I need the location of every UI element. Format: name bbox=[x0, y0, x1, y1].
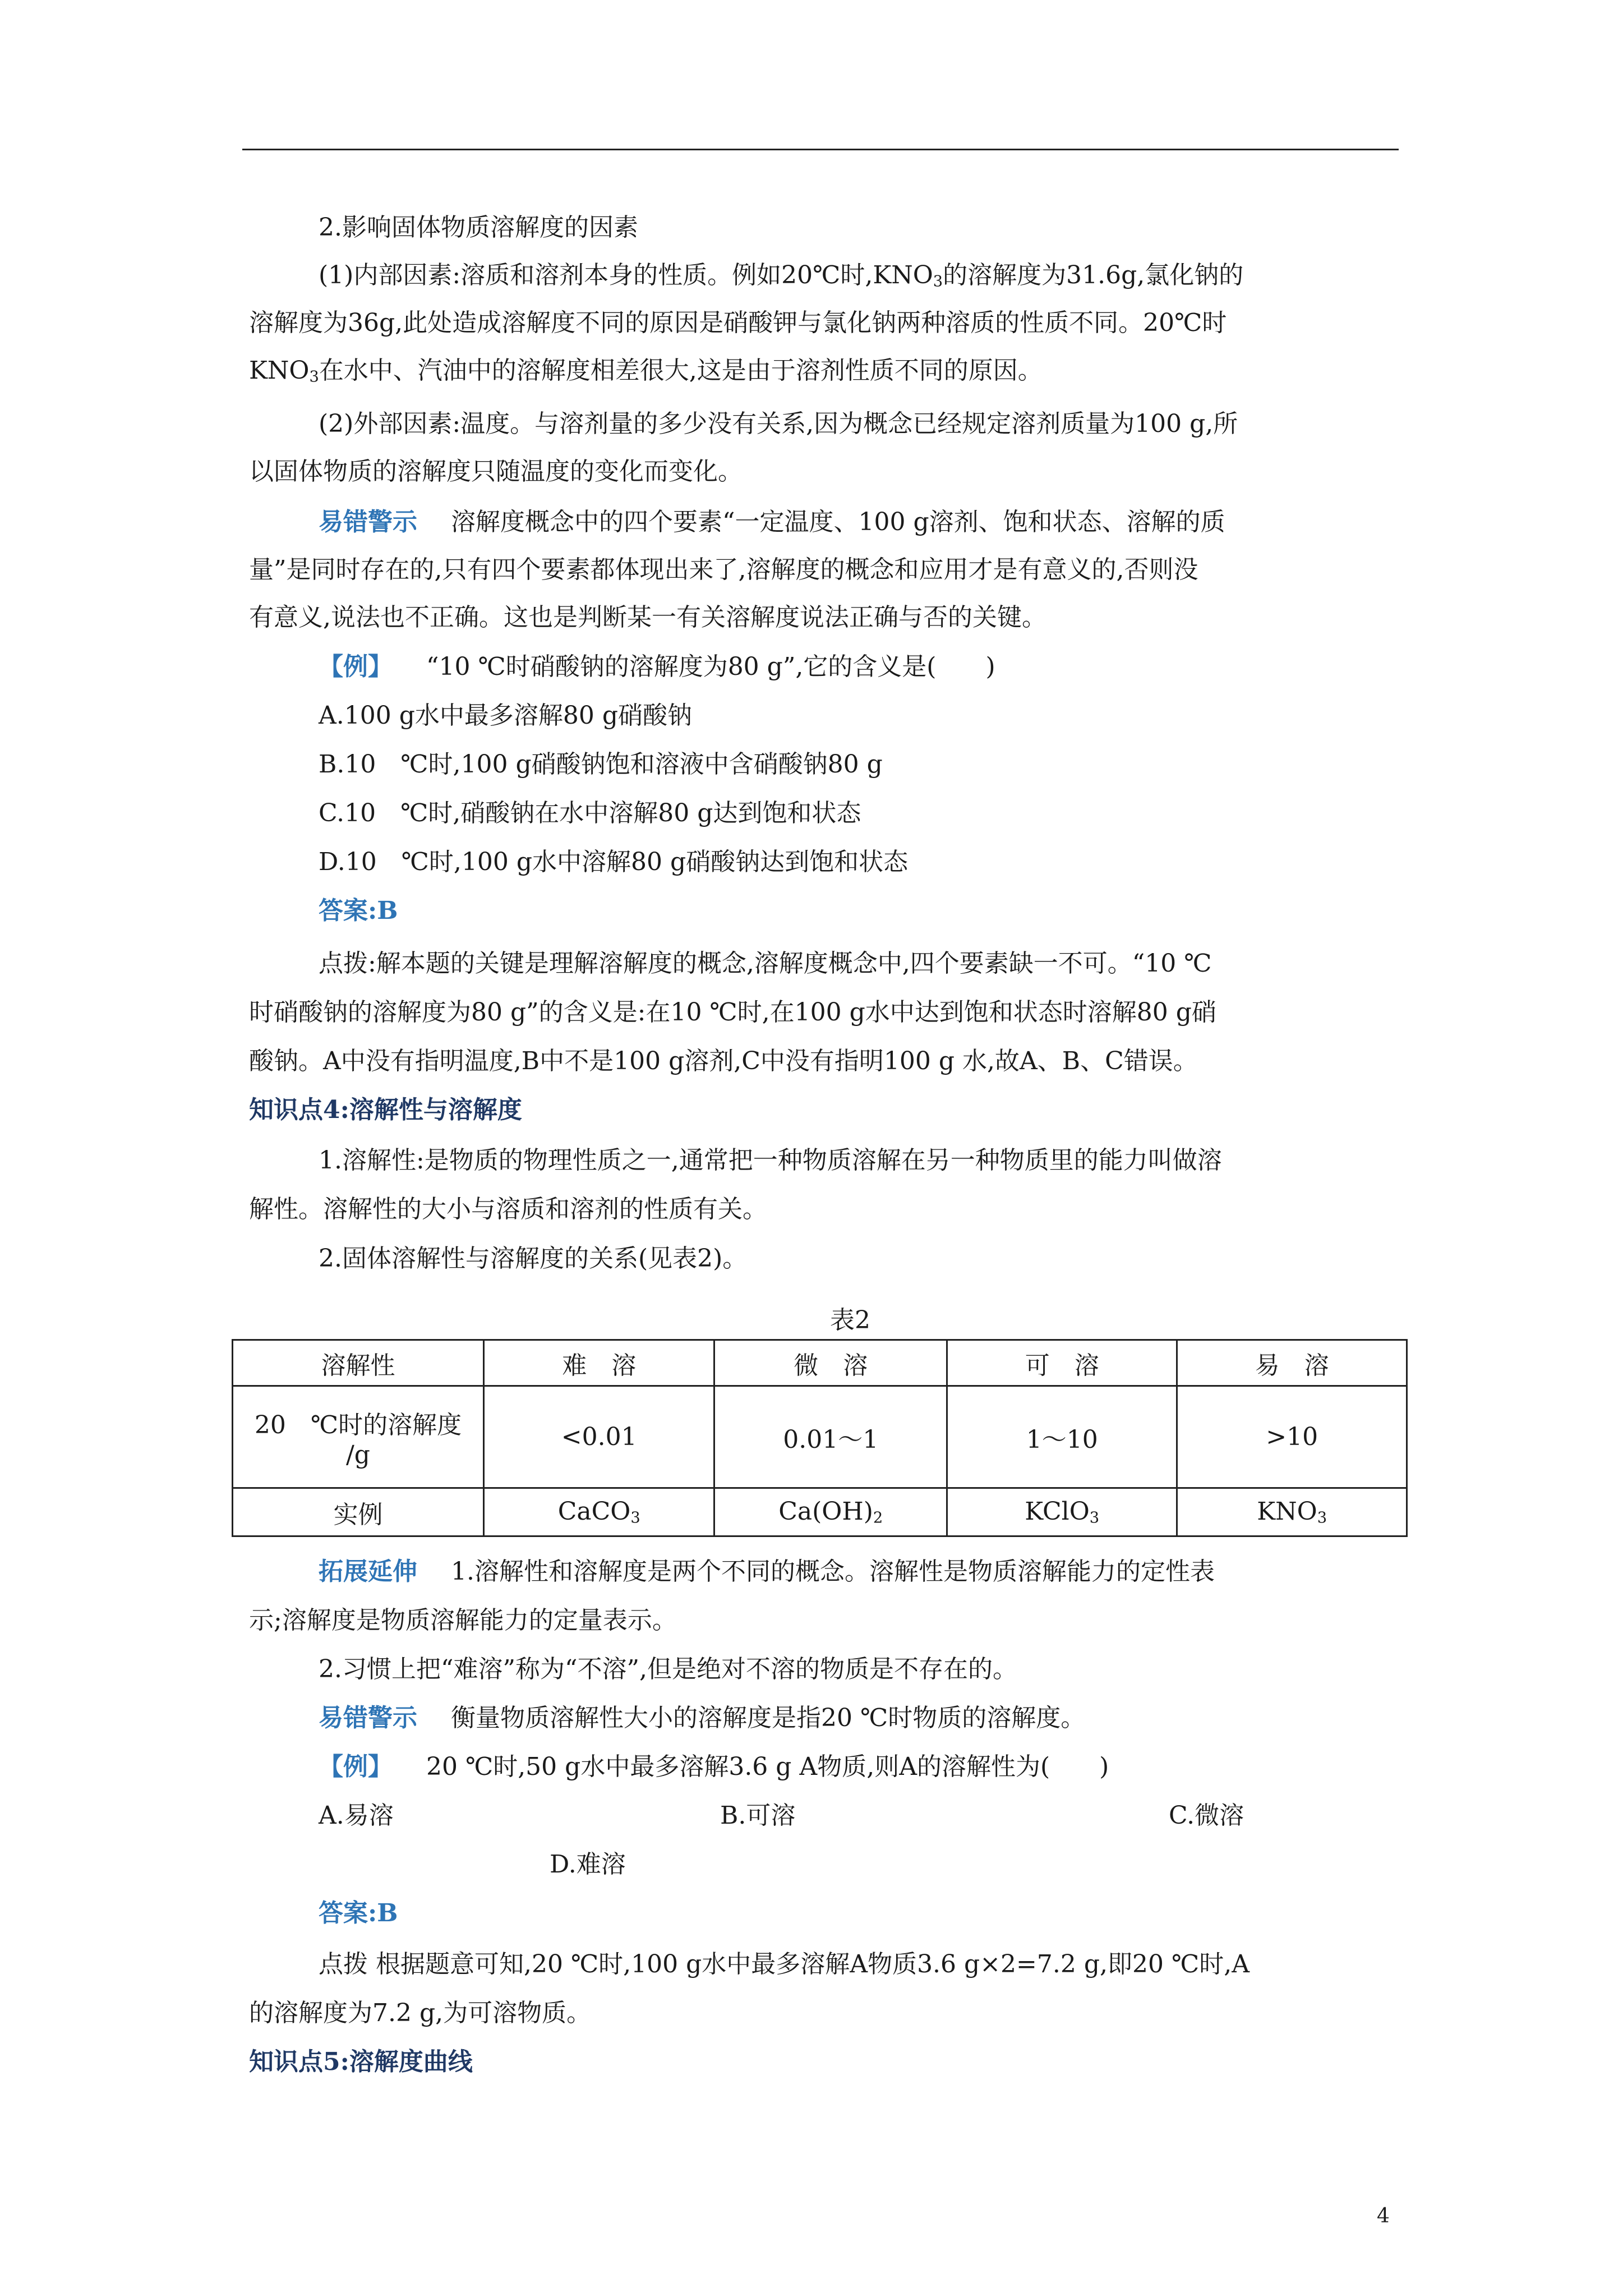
hint-line: 点拨:解本题的关键是理解溶解度的概念,溶解度概念中,四个要素缺一不可。“10 ℃ bbox=[319, 949, 1212, 978]
table-cell: $KNO_3$ bbox=[1177, 1488, 1407, 1536]
table-cell: <0.01 bbox=[483, 1386, 714, 1488]
table-header-cell: 溶解性 bbox=[233, 1340, 484, 1386]
example-option: A.100 g水中最多溶解80 g硝酸钠 bbox=[319, 701, 693, 730]
example-label: 【例】 bbox=[319, 1752, 393, 1781]
example-option: B.10 ℃时,100 g硝酸钠饱和溶液中含硝酸钠80 g bbox=[319, 750, 883, 779]
section-heading: 2.影响固体物质溶解度的因素 bbox=[319, 213, 638, 242]
warning-line: 易错警示 衡量物质溶解性大小的溶解度是指20 ℃时物质的溶解度。 bbox=[319, 1704, 1086, 1732]
knowledge-point-title: 知识点5:溶解度曲线 bbox=[249, 2047, 473, 2076]
warning-label: 易错警示 bbox=[319, 1704, 417, 1732]
table-cell: 0.01～1 bbox=[714, 1386, 947, 1488]
table-row-label: 20 ℃时的溶解度 /g bbox=[233, 1386, 484, 1488]
paragraph-line: 2.固体溶解性与溶解度的关系(见表2)。 bbox=[319, 1244, 748, 1273]
hint-line: 酸钠。A中没有指明温度,B中不是100 g溶剂,C中没有指明100 g 水,故A、B、C错误。 bbox=[249, 1047, 1198, 1075]
extension-line: 示;溶解度是物质溶解能力的定量表示。 bbox=[249, 1606, 677, 1635]
warning-line: 量”是同时存在的,只有四个要素都体现出来了,溶解度的概念和应用才是有意义的,否则没 bbox=[249, 555, 1198, 584]
example-question: 【例】 “10 ℃时硝酸钠的溶解度为80 g”,它的含义是( ) bbox=[319, 652, 995, 681]
paragraph-line: 溶解度为36g,此处造成溶解度不同的原因是硝酸钾与氯化钠两种溶质的性质不同。20℃时 bbox=[249, 309, 1227, 337]
example-option: A.易溶 bbox=[319, 1801, 394, 1830]
answer-text: 答案:B bbox=[319, 1899, 398, 1927]
table-header-cell: 易 溶 bbox=[1177, 1340, 1407, 1386]
warning-line: 有意义,说法也不正确。这也是判断某一有关溶解度说法正确与否的关键。 bbox=[249, 603, 1046, 632]
table-header-cell: 可 溶 bbox=[947, 1340, 1177, 1386]
paragraph-line: (1)内部因素:溶质和溶剂本身的性质。例如20℃时$,KNO_3$的溶解度为31.6g,氯化钠的 bbox=[319, 261, 1244, 291]
extension-label: 拓展延伸 bbox=[319, 1557, 417, 1586]
table-header-row bbox=[233, 1340, 1407, 1386]
table-row bbox=[233, 1488, 1407, 1536]
knowledge-point-title: 知识点4:溶解性与溶解度 bbox=[249, 1096, 522, 1124]
paragraph-line: $KNO_3$在水中、汽油中的溶解度相差很大,这是由于溶剂性质不同的原因。 bbox=[249, 356, 1043, 386]
solubility-table bbox=[232, 1339, 1408, 1537]
table-cell: CaCO$_3$ bbox=[483, 1488, 714, 1536]
warning-label: 易错警示 bbox=[319, 508, 417, 536]
extension-line: 2.习惯上把“难溶”称为“不溶”,但是绝对不溶的物质是不存在的。 bbox=[319, 1655, 1017, 1683]
table-header-cell: 难 溶 bbox=[483, 1340, 714, 1386]
example-label: 【例】 bbox=[319, 652, 393, 681]
paragraph-line: (2)外部因素:温度。与溶剂量的多少没有关系,因为概念已经规定溶剂质量为100 g,所 bbox=[319, 409, 1238, 438]
example-option: D.10 ℃时,100 g水中溶解80 g硝酸钠达到饱和状态 bbox=[319, 848, 909, 876]
paragraph-line: 1.溶解性:是物质的物理性质之一,通常把一种物质溶解在另一种物质里的能力叫做溶 bbox=[319, 1146, 1222, 1175]
example-option: C.微溶 bbox=[1169, 1801, 1244, 1830]
paragraph-line: 解性。溶解性的大小与溶质和溶剂的性质有关。 bbox=[249, 1195, 767, 1223]
extension-line: 拓展延伸 1.溶解性和溶解度是两个不同的概念。溶解性是物质溶解能力的定性表 bbox=[319, 1557, 1215, 1586]
table-cell: 1～10 bbox=[947, 1386, 1177, 1488]
table-cell: KClO$_3$ bbox=[947, 1488, 1177, 1536]
hint-line: 的溶解度为7.2 g,为可溶物质。 bbox=[249, 1999, 592, 2027]
header-rule bbox=[242, 149, 1399, 150]
table-row-label: 实例 bbox=[233, 1488, 484, 1536]
example-question: 【例】 20 ℃时,50 g水中最多溶解3.6 g A物质,则A的溶解性为( ) bbox=[319, 1752, 1109, 1781]
table-caption: 表2 bbox=[830, 1306, 870, 1335]
warning-line: 易错警示 溶解度概念中的四个要素“一定温度、100 g溶剂、饱和状态、溶解的质 bbox=[319, 508, 1225, 536]
example-option: B.可溶 bbox=[720, 1801, 796, 1830]
answer-text: 答案:B bbox=[319, 896, 398, 925]
table-header-cell: 微 溶 bbox=[714, 1340, 947, 1386]
page-number: 4 bbox=[1377, 2205, 1390, 2228]
table-row bbox=[233, 1386, 1407, 1488]
table-cell: $Ca(OH)_2$ bbox=[714, 1488, 947, 1536]
paragraph-line: 以固体物质的溶解度只随温度的变化而变化。 bbox=[249, 457, 743, 486]
table-cell: >10 bbox=[1177, 1386, 1407, 1488]
hint-line: 时硝酸钠的溶解度为80 g”的含义是:在10 ℃时,在100 g水中达到饱和状态时溶解80 g硝 bbox=[249, 998, 1216, 1027]
example-option: D.难溶 bbox=[550, 1850, 626, 1879]
example-option: C.10 ℃时,硝酸钠在水中溶解80 g达到饱和状态 bbox=[319, 799, 861, 827]
hint-line: 点拨 根据题意可知,20 ℃时,100 g水中最多溶解A物质3.6 g×2=7.2 g,即20 ℃时,A bbox=[319, 1950, 1249, 1978]
